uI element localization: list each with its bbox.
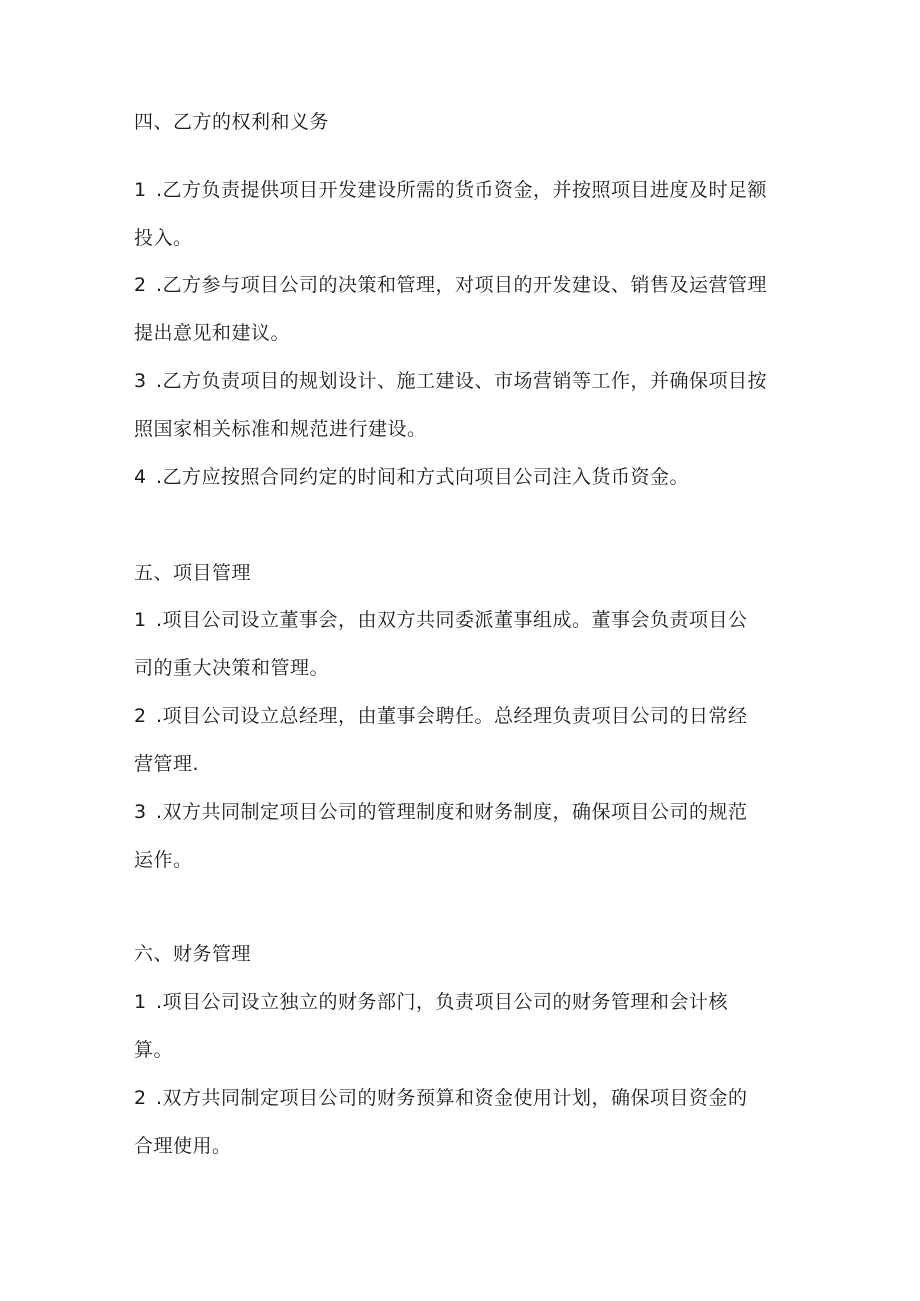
item-text: .双方共同制定项目公司的管理制度和财务制度，确保项目公司的规范 — [156, 801, 748, 823]
item-number: 3 — [134, 370, 147, 392]
list-item-line: 营管理. — [134, 753, 200, 775]
item-number: 1 — [134, 609, 147, 631]
section-heading: 六、财务管理 — [134, 943, 252, 965]
list-item-line — [134, 990, 728, 1014]
item-number: 1 — [134, 991, 147, 1013]
list-item-line — [134, 369, 767, 393]
item-number: 2 — [134, 274, 147, 296]
list-item-line — [134, 704, 748, 728]
section-heading: 四、乙方的权利和义务 — [134, 111, 330, 133]
item-text: .乙方负责项目的规划设计、施工建设、市场营销等工作，并确保项目按 — [156, 370, 768, 392]
list-item-line: 合理使用。 — [134, 1135, 232, 1157]
list-item-line: 司的重大决策和管理。 — [134, 657, 330, 679]
item-text: .双方共同制定项目公司的财务预算和资金使用计划，确保项目资金的 — [156, 1087, 748, 1109]
item-text: .乙方参与项目公司的决策和管理，对项目的开发建设、销售及运营管理 — [156, 274, 768, 296]
list-item-line — [134, 465, 689, 489]
item-text: .项目公司设立总经理，由董事会聘任。总经理负责项目公司的日常经 — [156, 705, 748, 727]
item-text: .项目公司设立独立的财务部门，负责项目公司的财务管理和会计核 — [156, 991, 729, 1013]
item-number: 2 — [134, 1087, 147, 1109]
list-item-line — [134, 608, 748, 632]
item-text: .项目公司设立董事会，由双方共同委派董事组成。董事会负责项目公 — [156, 609, 748, 631]
item-text: .乙方应按照合同约定的时间和方式向项目公司注入货币资金。 — [156, 466, 690, 488]
list-item-line: 投入。 — [134, 227, 193, 249]
item-number: 3 — [134, 801, 147, 823]
item-text: .乙方负责提供项目开发建设所需的货币资金，并按照项目进度及时足额 — [156, 179, 768, 201]
list-item-line — [134, 1086, 748, 1110]
list-item-line: 运作。 — [134, 849, 193, 871]
section-heading: 五、项目管理 — [134, 562, 252, 584]
list-item-line: 提出意见和建议。 — [134, 322, 291, 344]
list-item-line — [134, 800, 748, 824]
item-number: 2 — [134, 705, 147, 727]
list-item-line: 算。 — [134, 1039, 174, 1061]
list-item-line — [134, 178, 767, 202]
list-item-line — [134, 273, 767, 297]
list-item-line: 照国家相关标准和规范进行建设。 — [134, 418, 427, 440]
item-number: 4 — [134, 466, 147, 488]
item-number: 1 — [134, 179, 147, 201]
